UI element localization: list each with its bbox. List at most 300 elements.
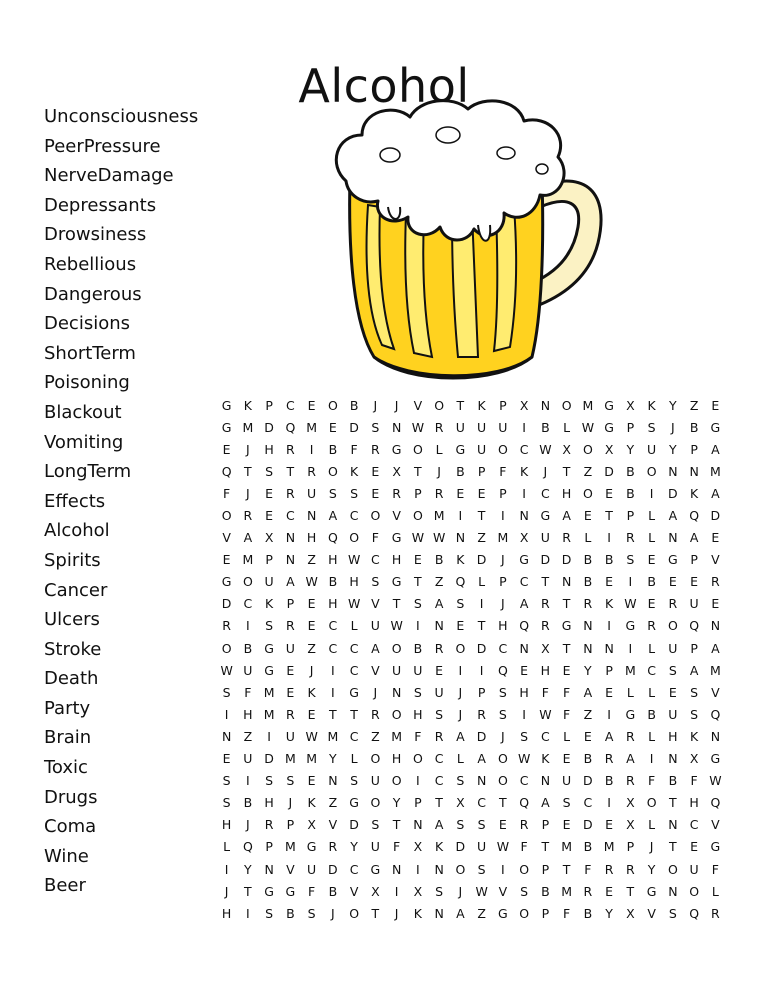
grid-letter[interactable]: H <box>540 662 551 678</box>
grid-letter[interactable]: M <box>433 508 445 524</box>
grid-letter[interactable]: G <box>306 839 317 855</box>
grid-letter[interactable]: L <box>350 751 358 767</box>
grid-letter[interactable]: T <box>371 905 380 921</box>
grid-letter[interactable]: R <box>541 618 550 634</box>
grid-letter[interactable]: N <box>434 905 444 921</box>
grid-letter[interactable]: U <box>370 773 380 789</box>
grid-letter[interactable]: O <box>391 706 402 722</box>
grid-letter[interactable]: U <box>285 728 295 744</box>
grid-letter[interactable]: R <box>328 839 338 855</box>
grid-letter[interactable]: W <box>347 552 361 568</box>
grid-letter[interactable]: R <box>371 441 380 457</box>
grid-letter[interactable]: U <box>540 530 550 546</box>
grid-letter[interactable]: O <box>455 861 466 877</box>
grid-letter[interactable]: S <box>690 684 699 700</box>
grid-letter[interactable]: K <box>541 751 550 767</box>
grid-letter[interactable]: E <box>605 883 614 899</box>
grid-letter[interactable]: O <box>370 508 381 524</box>
grid-letter[interactable]: J <box>501 552 505 568</box>
grid-letter[interactable]: N <box>328 773 338 789</box>
grid-letter[interactable]: H <box>413 706 423 722</box>
grid-letter[interactable]: I <box>416 773 420 789</box>
grid-letter[interactable]: X <box>519 530 529 546</box>
grid-letter[interactable]: M <box>624 662 636 678</box>
grid-letter[interactable]: E <box>307 773 316 789</box>
grid-letter[interactable]: U <box>647 441 657 457</box>
grid-letter[interactable]: K <box>690 728 699 744</box>
grid-letter[interactable]: I <box>649 485 654 501</box>
grid-letter[interactable]: G <box>540 508 551 524</box>
grid-letter[interactable]: O <box>412 441 423 457</box>
grid-letter[interactable]: I <box>479 662 484 678</box>
grid-letter[interactable]: A <box>689 662 699 678</box>
grid-letter[interactable]: C <box>286 508 295 524</box>
grid-letter[interactable]: Q <box>689 508 700 524</box>
grid-letter[interactable]: S <box>371 817 380 833</box>
grid-letter[interactable]: R <box>264 817 274 833</box>
grid-letter[interactable]: T <box>414 463 422 479</box>
grid-letter[interactable]: J <box>224 883 229 899</box>
grid-letter[interactable]: K <box>647 397 656 413</box>
grid-letter[interactable]: L <box>350 618 358 634</box>
grid-letter[interactable]: S <box>350 773 359 789</box>
grid-letter[interactable]: L <box>648 508 656 524</box>
grid-letter[interactable]: J <box>246 817 250 833</box>
grid-letter[interactable]: E <box>711 596 720 612</box>
grid-letter[interactable]: A <box>456 728 465 744</box>
grid-letter[interactable]: G <box>221 419 232 435</box>
grid-letter[interactable]: C <box>434 751 444 767</box>
grid-letter[interactable]: B <box>243 640 253 656</box>
grid-letter[interactable]: R <box>626 773 635 789</box>
grid-letter[interactable]: E <box>647 552 656 568</box>
grid-letter[interactable]: X <box>604 441 614 457</box>
grid-letter[interactable]: N <box>285 552 296 568</box>
grid-letter[interactable]: R <box>243 508 253 524</box>
grid-letter[interactable]: K <box>265 596 274 612</box>
grid-letter[interactable]: M <box>306 751 318 767</box>
grid-letter[interactable]: T <box>562 463 571 479</box>
grid-letter[interactable]: W <box>581 419 595 435</box>
grid-letter[interactable]: M <box>242 552 254 568</box>
grid-letter[interactable]: M <box>284 839 296 855</box>
grid-letter[interactable]: A <box>562 508 571 524</box>
grid-letter[interactable]: D <box>349 419 359 435</box>
grid-letter[interactable]: S <box>371 419 380 435</box>
grid-letter[interactable]: S <box>668 905 677 921</box>
grid-letter[interactable]: G <box>646 883 657 899</box>
grid-letter[interactable]: E <box>307 706 316 722</box>
grid-letter[interactable]: N <box>540 397 551 413</box>
grid-letter[interactable]: N <box>668 530 678 546</box>
grid-letter[interactable]: P <box>499 397 507 413</box>
grid-letter[interactable]: X <box>264 530 274 546</box>
grid-letter[interactable]: V <box>286 861 295 877</box>
grid-letter[interactable]: A <box>328 508 338 524</box>
grid-letter[interactable]: O <box>370 751 381 767</box>
grid-letter[interactable]: C <box>371 552 380 568</box>
grid-letter[interactable]: C <box>349 861 359 877</box>
grid-letter[interactable]: P <box>477 463 486 479</box>
grid-letter[interactable]: J <box>331 905 335 921</box>
grid-letter[interactable]: K <box>243 397 252 413</box>
grid-letter[interactable]: R <box>392 485 401 501</box>
grid-letter[interactable]: N <box>434 861 444 877</box>
grid-letter[interactable]: H <box>498 618 508 634</box>
grid-letter[interactable]: S <box>222 773 231 789</box>
grid-letter[interactable]: I <box>246 618 250 634</box>
grid-letter[interactable]: U <box>477 839 487 855</box>
grid-letter[interactable]: M <box>603 839 615 855</box>
grid-letter[interactable]: X <box>456 795 465 811</box>
grid-letter[interactable]: A <box>243 530 253 546</box>
grid-letter[interactable]: N <box>391 684 402 700</box>
grid-letter[interactable]: R <box>222 618 231 634</box>
grid-letter[interactable]: G <box>221 397 232 413</box>
grid-letter[interactable]: H <box>221 905 232 921</box>
grid-letter[interactable]: C <box>286 397 295 413</box>
grid-letter[interactable]: S <box>498 684 507 700</box>
grid-letter[interactable]: Z <box>583 706 593 722</box>
grid-letter[interactable]: J <box>671 419 675 435</box>
grid-letter[interactable]: D <box>583 773 593 789</box>
grid-letter[interactable]: G <box>370 861 381 877</box>
grid-letter[interactable]: O <box>646 463 657 479</box>
grid-letter[interactable]: A <box>583 684 593 700</box>
grid-letter[interactable]: C <box>349 662 359 678</box>
grid-letter[interactable]: C <box>541 485 550 501</box>
grid-letter[interactable]: O <box>582 485 593 501</box>
grid-letter[interactable]: K <box>350 463 359 479</box>
grid-letter[interactable]: Q <box>327 530 338 546</box>
grid-letter[interactable]: Z <box>477 905 486 921</box>
grid-letter[interactable]: P <box>541 861 550 877</box>
grid-letter[interactable]: T <box>286 463 295 479</box>
grid-letter[interactable]: N <box>668 817 678 833</box>
grid-letter[interactable]: E <box>307 618 316 634</box>
grid-letter[interactable]: Y <box>669 441 677 457</box>
grid-letter[interactable]: N <box>540 773 551 789</box>
grid-letter[interactable]: E <box>498 817 507 833</box>
grid-letter[interactable]: G <box>391 530 402 546</box>
grid-letter[interactable]: E <box>520 662 529 678</box>
grid-letter[interactable]: C <box>328 618 338 634</box>
grid-letter[interactable]: Y <box>626 441 635 457</box>
grid-letter[interactable]: F <box>223 485 231 501</box>
grid-letter[interactable]: I <box>394 883 399 899</box>
grid-letter[interactable]: A <box>668 508 678 524</box>
grid-letter[interactable]: C <box>477 795 486 811</box>
grid-letter[interactable]: I <box>458 662 463 678</box>
grid-letter[interactable]: N <box>710 618 721 634</box>
grid-letter[interactable]: C <box>519 773 529 789</box>
grid-letter[interactable]: E <box>605 684 614 700</box>
grid-letter[interactable]: P <box>286 596 295 612</box>
grid-letter[interactable]: X <box>562 441 571 457</box>
grid-letter[interactable]: U <box>477 441 487 457</box>
grid-letter[interactable]: O <box>412 751 423 767</box>
grid-letter[interactable]: V <box>349 883 359 899</box>
grid-letter[interactable]: G <box>221 574 232 590</box>
grid-letter[interactable]: X <box>626 795 635 811</box>
grid-letter[interactable]: F <box>541 684 549 700</box>
grid-letter[interactable]: X <box>413 883 423 899</box>
grid-letter[interactable]: W <box>305 574 318 590</box>
grid-letter[interactable]: T <box>477 508 486 524</box>
grid-letter[interactable]: V <box>371 662 380 678</box>
grid-letter[interactable]: N <box>668 463 678 479</box>
grid-letter[interactable]: I <box>607 706 611 722</box>
grid-letter[interactable]: C <box>434 773 444 789</box>
grid-letter[interactable]: L <box>435 441 443 457</box>
grid-letter[interactable]: Y <box>244 861 252 877</box>
grid-letter[interactable]: X <box>519 397 529 413</box>
grid-letter[interactable]: C <box>647 662 656 678</box>
grid-letter[interactable]: N <box>391 419 402 435</box>
grid-letter[interactable]: P <box>690 640 698 656</box>
grid-letter[interactable]: E <box>605 574 614 590</box>
grid-letter[interactable]: R <box>286 706 295 722</box>
grid-letter[interactable]: W <box>539 706 552 722</box>
grid-letter[interactable]: X <box>307 817 316 833</box>
grid-letter[interactable]: N <box>668 751 678 767</box>
grid-letter[interactable]: W <box>390 618 403 634</box>
grid-letter[interactable]: R <box>583 883 593 899</box>
grid-letter[interactable]: S <box>456 596 465 612</box>
grid-letter[interactable]: J <box>458 706 463 722</box>
grid-letter[interactable]: E <box>711 530 720 546</box>
grid-letter[interactable]: T <box>392 817 401 833</box>
grid-letter[interactable]: S <box>265 905 274 921</box>
grid-letter[interactable]: S <box>222 684 231 700</box>
grid-letter[interactable]: G <box>349 684 359 700</box>
grid-letter[interactable]: I <box>416 861 420 877</box>
grid-letter[interactable]: S <box>477 817 486 833</box>
grid-letter[interactable]: N <box>476 773 487 789</box>
grid-letter[interactable]: F <box>499 463 507 479</box>
grid-letter[interactable]: P <box>414 795 422 811</box>
grid-letter[interactable]: E <box>690 574 699 590</box>
grid-letter[interactable]: M <box>497 530 509 546</box>
grid-letter[interactable]: M <box>263 684 275 700</box>
grid-letter[interactable]: P <box>477 684 486 700</box>
grid-letter[interactable]: Z <box>307 640 316 656</box>
grid-letter[interactable]: H <box>519 684 529 700</box>
grid-letter[interactable]: M <box>561 839 573 855</box>
grid-letter[interactable]: O <box>327 463 338 479</box>
grid-letter[interactable]: H <box>349 574 359 590</box>
grid-letter[interactable]: B <box>647 574 656 590</box>
grid-letter[interactable]: A <box>477 751 486 767</box>
grid-letter[interactable]: M <box>391 728 403 744</box>
grid-letter[interactable]: U <box>434 684 444 700</box>
grid-letter[interactable]: B <box>583 574 593 590</box>
grid-letter[interactable]: A <box>689 530 699 546</box>
grid-letter[interactable]: C <box>349 508 359 524</box>
grid-letter[interactable]: A <box>456 905 465 921</box>
grid-letter[interactable]: D <box>710 508 721 524</box>
grid-letter[interactable]: J <box>373 397 378 413</box>
grid-letter[interactable]: R <box>626 861 635 877</box>
grid-letter[interactable]: H <box>306 530 317 546</box>
grid-letter[interactable]: I <box>501 508 505 524</box>
grid-letter[interactable]: K <box>520 463 529 479</box>
grid-letter[interactable]: N <box>413 817 423 833</box>
grid-letter[interactable]: T <box>541 839 550 855</box>
grid-letter[interactable]: C <box>689 817 699 833</box>
grid-letter[interactable]: S <box>222 795 231 811</box>
grid-letter[interactable]: U <box>370 618 380 634</box>
grid-letter[interactable]: A <box>604 728 614 744</box>
grid-letter[interactable]: V <box>711 684 720 700</box>
grid-letter[interactable]: I <box>628 574 633 590</box>
grid-letter[interactable]: U <box>668 640 678 656</box>
grid-letter[interactable]: B <box>286 905 295 921</box>
grid-letter[interactable]: I <box>224 861 229 877</box>
grid-letter[interactable]: B <box>604 552 614 568</box>
grid-letter[interactable]: O <box>349 530 360 546</box>
grid-letter[interactable]: T <box>244 463 252 479</box>
grid-letter[interactable]: S <box>456 773 465 789</box>
grid-letter[interactable]: Z <box>477 530 486 546</box>
grid-letter[interactable]: O <box>582 441 593 457</box>
grid-letter[interactable]: R <box>286 441 295 457</box>
grid-letter[interactable]: T <box>499 795 507 811</box>
grid-letter[interactable]: N <box>264 861 274 877</box>
grid-letter[interactable]: W <box>432 530 446 546</box>
grid-letter[interactable]: Q <box>455 574 466 590</box>
grid-letter[interactable]: J <box>309 662 314 678</box>
grid-letter[interactable]: E <box>647 596 656 612</box>
grid-letter[interactable]: X <box>689 751 699 767</box>
grid-letter[interactable]: M <box>306 419 318 435</box>
grid-letter[interactable]: N <box>710 728 721 744</box>
grid-letter[interactable]: I <box>416 618 420 634</box>
grid-letter[interactable]: J <box>458 883 463 899</box>
grid-letter[interactable]: S <box>520 728 529 744</box>
grid-letter[interactable]: Y <box>392 795 401 811</box>
grid-letter[interactable]: I <box>607 795 611 811</box>
grid-letter[interactable]: B <box>541 883 550 899</box>
grid-letter[interactable]: U <box>413 662 423 678</box>
grid-letter[interactable]: M <box>263 706 275 722</box>
grid-letter[interactable]: G <box>604 397 614 413</box>
grid-letter[interactable]: S <box>265 773 274 789</box>
grid-letter[interactable]: E <box>583 728 592 744</box>
grid-letter[interactable]: O <box>646 795 657 811</box>
grid-letter[interactable]: D <box>328 861 338 877</box>
grid-letter[interactable]: Z <box>689 397 699 413</box>
grid-letter[interactable]: B <box>668 773 678 789</box>
grid-letter[interactable]: V <box>498 883 508 899</box>
grid-letter[interactable]: I <box>628 640 633 656</box>
grid-letter[interactable]: E <box>265 508 274 524</box>
grid-letter[interactable]: K <box>307 684 316 700</box>
grid-letter[interactable]: D <box>583 817 593 833</box>
grid-letter[interactable]: A <box>711 441 720 457</box>
grid-letter[interactable]: I <box>224 706 229 722</box>
grid-letter[interactable]: A <box>626 751 635 767</box>
grid-letter[interactable]: Y <box>669 397 677 413</box>
grid-letter[interactable]: N <box>689 463 699 479</box>
grid-letter[interactable]: O <box>349 905 360 921</box>
grid-letter[interactable]: E <box>562 662 571 678</box>
grid-letter[interactable]: F <box>244 684 252 700</box>
grid-letter[interactable]: Z <box>243 728 253 744</box>
grid-letter[interactable]: S <box>690 706 699 722</box>
grid-letter[interactable]: T <box>456 397 465 413</box>
grid-letter[interactable]: L <box>648 530 656 546</box>
grid-letter[interactable]: C <box>243 596 253 612</box>
grid-letter[interactable]: N <box>519 508 529 524</box>
grid-letter[interactable]: T <box>605 508 613 524</box>
grid-letter[interactable]: S <box>435 706 444 722</box>
grid-letter[interactable]: U <box>498 419 508 435</box>
grid-letter[interactable]: I <box>522 706 526 722</box>
grid-letter[interactable]: B <box>541 419 550 435</box>
grid-letter[interactable]: J <box>649 839 654 855</box>
grid-letter[interactable]: R <box>626 728 635 744</box>
grid-letter[interactable]: M <box>709 463 721 479</box>
grid-letter[interactable]: I <box>267 728 271 744</box>
grid-letter[interactable]: U <box>370 839 380 855</box>
grid-letter[interactable]: E <box>265 485 274 501</box>
grid-letter[interactable]: R <box>519 817 529 833</box>
grid-letter[interactable]: U <box>285 640 295 656</box>
grid-letter[interactable]: J <box>458 684 463 700</box>
grid-letter[interactable]: S <box>307 905 316 921</box>
grid-letter[interactable]: E <box>668 684 677 700</box>
grid-letter[interactable]: D <box>668 485 678 501</box>
grid-letter[interactable]: Z <box>328 795 338 811</box>
grid-letter[interactable]: D <box>604 463 614 479</box>
grid-letter[interactable]: K <box>477 397 486 413</box>
grid-letter[interactable]: G <box>561 618 572 634</box>
grid-letter[interactable]: P <box>414 485 422 501</box>
grid-letter[interactable]: T <box>477 618 486 634</box>
grid-letter[interactable]: C <box>583 795 593 811</box>
grid-letter[interactable]: B <box>413 640 423 656</box>
grid-letter[interactable]: B <box>328 574 338 590</box>
grid-letter[interactable]: F <box>711 861 719 877</box>
grid-letter[interactable]: B <box>328 441 338 457</box>
grid-letter[interactable]: G <box>625 618 636 634</box>
grid-letter[interactable]: U <box>243 662 253 678</box>
grid-letter[interactable]: R <box>541 596 550 612</box>
grid-letter[interactable]: R <box>604 861 614 877</box>
grid-letter[interactable]: D <box>476 552 487 568</box>
grid-letter[interactable]: O <box>497 441 508 457</box>
grid-letter[interactable]: V <box>647 905 656 921</box>
grid-letter[interactable]: W <box>411 419 425 435</box>
grid-letter[interactable]: E <box>711 397 720 413</box>
grid-letter[interactable]: O <box>327 397 338 413</box>
grid-letter[interactable]: P <box>690 552 698 568</box>
grid-letter[interactable]: F <box>350 441 358 457</box>
grid-letter[interactable]: U <box>307 485 317 501</box>
grid-letter[interactable]: C <box>349 728 359 744</box>
grid-letter[interactable]: O <box>221 508 232 524</box>
grid-letter[interactable]: I <box>607 618 611 634</box>
grid-letter[interactable]: J <box>437 463 441 479</box>
grid-letter[interactable]: O <box>561 397 572 413</box>
grid-letter[interactable]: E <box>222 751 231 767</box>
grid-letter[interactable]: A <box>371 640 380 656</box>
grid-letter[interactable]: U <box>264 574 274 590</box>
grid-letter[interactable]: I <box>522 485 526 501</box>
grid-letter[interactable]: B <box>243 795 253 811</box>
grid-letter[interactable]: F <box>648 773 656 789</box>
